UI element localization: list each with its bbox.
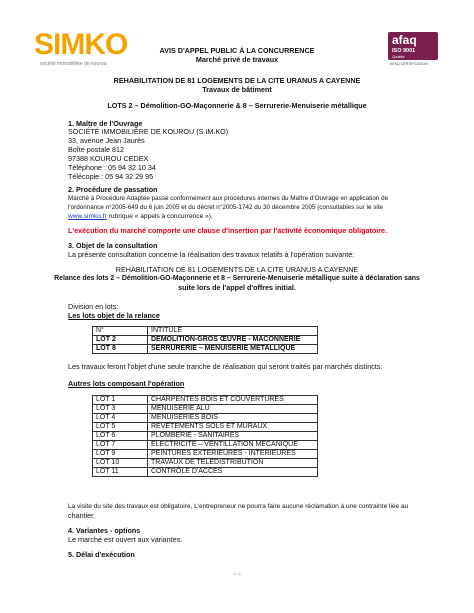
table-row	[93, 327, 318, 336]
notice-subtitle: Marché privé de travaux	[195, 55, 279, 64]
lot-number-cell: LOT 2	[93, 336, 148, 345]
lots-objet-table	[92, 326, 318, 354]
visite-line2: chantier.	[68, 511, 96, 520]
lot-name-cell: MENUISERIE ALU	[148, 405, 318, 414]
procedure-line3	[68, 212, 213, 221]
table-row	[93, 468, 318, 477]
lot-name-cell: PLOMBERIE - SANITAIRES	[148, 432, 318, 441]
afaq-iso-label: ISO 9001	[392, 48, 416, 54]
lots-heading: LOTS 2 – Démolition-GO-Maçonnerie & 8 – Serrurerie-Menuiserie métallique	[107, 101, 367, 110]
lot-name-cell: ELECTRICITE – VENTILLATION MECANIQUE	[148, 441, 318, 450]
lot-name-cell: DEMOLITION-GROS ŒUVRE - MACONNERIE	[148, 336, 318, 345]
division-label: Division en lots:	[68, 302, 119, 311]
owner-street: 33, avenue Jean Jaurès	[68, 136, 145, 145]
lot-number-cell: LOT 3	[93, 405, 148, 414]
simko-logo	[34, 30, 130, 70]
table-row	[93, 345, 318, 354]
section5-heading: 5. Délai d'exécution	[68, 550, 135, 559]
afaq-quality-label: Qualité	[392, 54, 405, 59]
lot-number-cell: LOT 11	[93, 468, 148, 477]
project-title: REHABILITATION DE 81 LOGEMENTS DE LA CITE URANUS A CAYENNE	[113, 76, 361, 85]
lot-number-cell: LOT 6	[93, 432, 148, 441]
variantes-text: Le marché est ouvert aux variantes.	[68, 535, 183, 544]
consultation-intro: La présente consultation concerne la réalisation des travaux relatifs à l'opération suivante:	[68, 250, 355, 259]
lot-number-cell: LOT 4	[93, 414, 148, 423]
simko-logo-word: SIMKO	[34, 28, 128, 61]
lot-name-cell: CHARPENTES BOIS ET COUVERTURES	[148, 396, 318, 405]
table-row	[93, 432, 318, 441]
lot-number-cell: LOT 9	[93, 450, 148, 459]
lot-name-cell: MENUISERIES BOIS	[148, 414, 318, 423]
lots-objet-heading: Les lots objet de la relance	[68, 311, 160, 320]
owner-po-box: Boîte postale 812	[68, 145, 124, 154]
section4-heading: 4. Variantes - options	[68, 526, 141, 535]
table-row	[93, 405, 318, 414]
owner-phone: Téléphone : 05 94 32 10 34	[68, 163, 156, 172]
owner-fax: Télécopie : 05 94 32 29 95	[68, 172, 154, 181]
lot-name-cell: TRAVAUX DE TELEDISTRIBUTION	[148, 459, 318, 468]
project-subtitle: Travaux de bâtiment	[202, 85, 272, 94]
table-row	[93, 396, 318, 405]
lot-number-cell: LOT 5	[93, 423, 148, 432]
table-row	[93, 423, 318, 432]
lot-number-cell: LOT 8	[93, 345, 148, 354]
page-number: 1 / 2	[233, 571, 241, 576]
afaq-certification-logo	[388, 32, 438, 70]
table-row	[93, 336, 318, 345]
relance-line1: Relance des lots 2 – Démolition-GO-Maçonnerie et 8 – Serrurerie-Menuiserie métallique suite à déclaration sans	[54, 275, 420, 282]
lot-number-cell: LOT 7	[93, 441, 148, 450]
table-row	[93, 450, 318, 459]
lot-number-cell: LOT 1	[93, 396, 148, 405]
relance-line2: suite lors de l'appel d'offres initial.	[178, 283, 296, 292]
lot-name-cell: REVETEMENTS SOLS ET MURAUX	[148, 423, 318, 432]
afaq-logo-word: afaq	[392, 33, 417, 47]
lot-name-cell: INTITULE	[148, 327, 318, 336]
procedure-line2: l'ordonnance n°2005-649 du 6 juin 2005 et du décret n°2005-1742 du 30 décembre 2005 (consultables sur le site	[68, 204, 384, 211]
procedure-line3-rest: rubrique « appels à concurrence »).	[106, 213, 213, 220]
visite-line1: La visite du site des travaux est obligatoire, L'entrepreneur ne pourra faire aucune réclamation à une contrainte liée au	[68, 503, 409, 510]
section1-heading: 1. Maître de l'Ouvrage	[68, 119, 143, 128]
section3-heading: 3. Objet de la consultation	[68, 241, 158, 250]
table-row	[93, 459, 318, 468]
afaq-caption: AFAQ CERTIFICATION	[390, 62, 428, 66]
table-row	[93, 441, 318, 450]
lot-name-cell: CONTRÔLE D'ACCES	[148, 468, 318, 477]
procedure-line1: Marché à Procédure Adaptée passé conformément aux procédures internes du Maître d'Ouvrage en application de	[68, 195, 389, 202]
operation-title: REHABILITATION DE 81 LOGEMENTS DE LA CITE URANUS A CAYENNE	[115, 265, 359, 274]
lot-number-cell: LOT 10	[93, 459, 148, 468]
autres-lots-table	[92, 395, 318, 477]
tranche-note: Les travaux feront l'objet d'une seule tranche de réalisation qui seront traités par marchés distincts.	[68, 362, 383, 371]
insertion-clause: L'exécution du marché comporte une clause d'insertion par l'activité économique obligatoire.	[68, 226, 388, 235]
autres-lots-heading: Autres lots composant l'opération	[68, 379, 185, 388]
table-row	[93, 414, 318, 423]
owner-city: 97388 KOUROU CEDEX	[68, 154, 149, 163]
simko-website-link[interactable]: www.simko.fr	[68, 213, 107, 220]
lot-name-cell: PEINTURES EXTERIEURES - INTERIEURES	[148, 450, 318, 459]
simko-logo-tagline: société immobilière de kourou	[40, 61, 107, 67]
section2-heading: 2. Procédure de passation	[68, 185, 158, 194]
lot-number-cell: N°	[93, 327, 148, 336]
lot-name-cell: SERRURERIE – MENUISERIE METALLIQUE	[148, 345, 318, 354]
notice-title: AVIS D'APPEL PUBLIC À LA CONCURRENCE	[159, 46, 315, 55]
owner-name: SOCIÉTÉ IMMOBILIÈRE DE KOUROU (S.IM.KO)	[68, 127, 229, 136]
